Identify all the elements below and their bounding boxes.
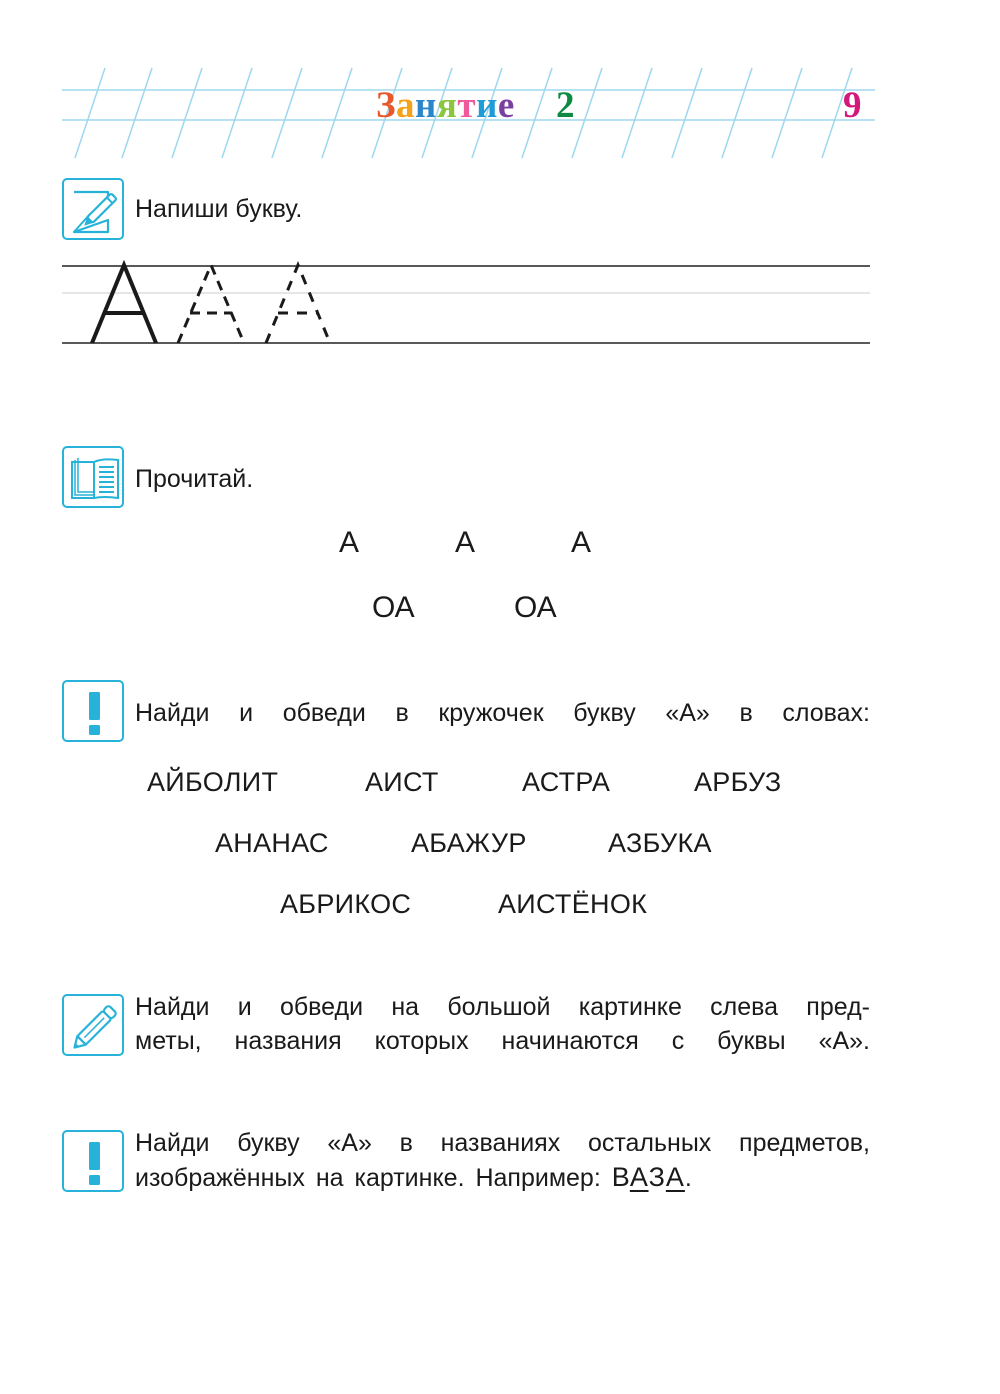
title-letter: З [376,85,397,126]
read-syllable: ОА [514,591,557,624]
page-number: 9 [843,85,862,126]
title-letter: е [497,85,515,126]
example-letter: З [648,1162,666,1192]
lesson-title [376,84,515,128]
title-letter: т [457,85,477,126]
example-letter: В [611,1162,630,1192]
task3-instruction-part: Найди и обведи в кружочек букву [135,699,666,727]
pen-on-paper-icon [62,178,124,240]
exclamation-icon [62,1130,124,1192]
word-item[interactable]: АИСТ [365,767,439,797]
word-item[interactable]: АСТРА [522,767,611,797]
word-item[interactable]: АБАЖУР [411,828,527,858]
task3-instruction [135,696,870,730]
lesson-number: 2 [556,85,575,126]
read-letter: А [571,526,592,559]
open-book-icon [62,446,124,508]
task5-line2-text: изображённых на картинке. Например: [135,1164,612,1192]
word-item[interactable]: АБРИКОС [280,889,412,919]
task4-line2: меты, названия которых начинаются с буквы «А». [135,1027,870,1055]
task3-instruction-part: в словах: [709,699,870,727]
task5-line1: Найди букву «А» в названиях остальных предметов, [135,1129,870,1157]
task4-line1: Найди и обведи на большой картинке слева пред- [135,993,870,1021]
task1-instruction: Напиши букву. [135,195,303,223]
writing-practice-lines [0,255,1000,355]
title-letter: я [436,85,458,126]
title-letter: и [476,85,498,126]
tracing-letter-dashed[interactable] [178,265,244,343]
word-item[interactable]: АРБУЗ [694,767,782,797]
word-item[interactable]: АЙБОЛИТ [147,767,279,797]
pencil-icon [62,994,124,1056]
example-letter-underlined: А [665,1162,685,1192]
task2-instruction: Прочитай. [135,465,254,493]
word-item[interactable]: АИСТЁНОК [498,889,648,919]
example-letter-underlined: А [629,1162,649,1192]
exclamation-icon [62,680,124,742]
task5-line2-period: . [684,1164,692,1192]
word-item[interactable]: АЗБУКА [608,828,712,858]
tracing-letter-dashed[interactable] [266,265,330,343]
read-letter: А [455,526,476,559]
word-item[interactable]: АНАНАС [215,828,329,858]
title-letter: а [396,85,416,126]
example-word [612,1162,685,1192]
sample-letter-solid [92,265,156,343]
task3-instruction-letter: «А» [665,699,710,727]
read-syllable: ОА [372,591,415,624]
read-letter: А [339,526,360,559]
title-letter: н [415,85,437,126]
task5-line2 [135,1160,692,1195]
